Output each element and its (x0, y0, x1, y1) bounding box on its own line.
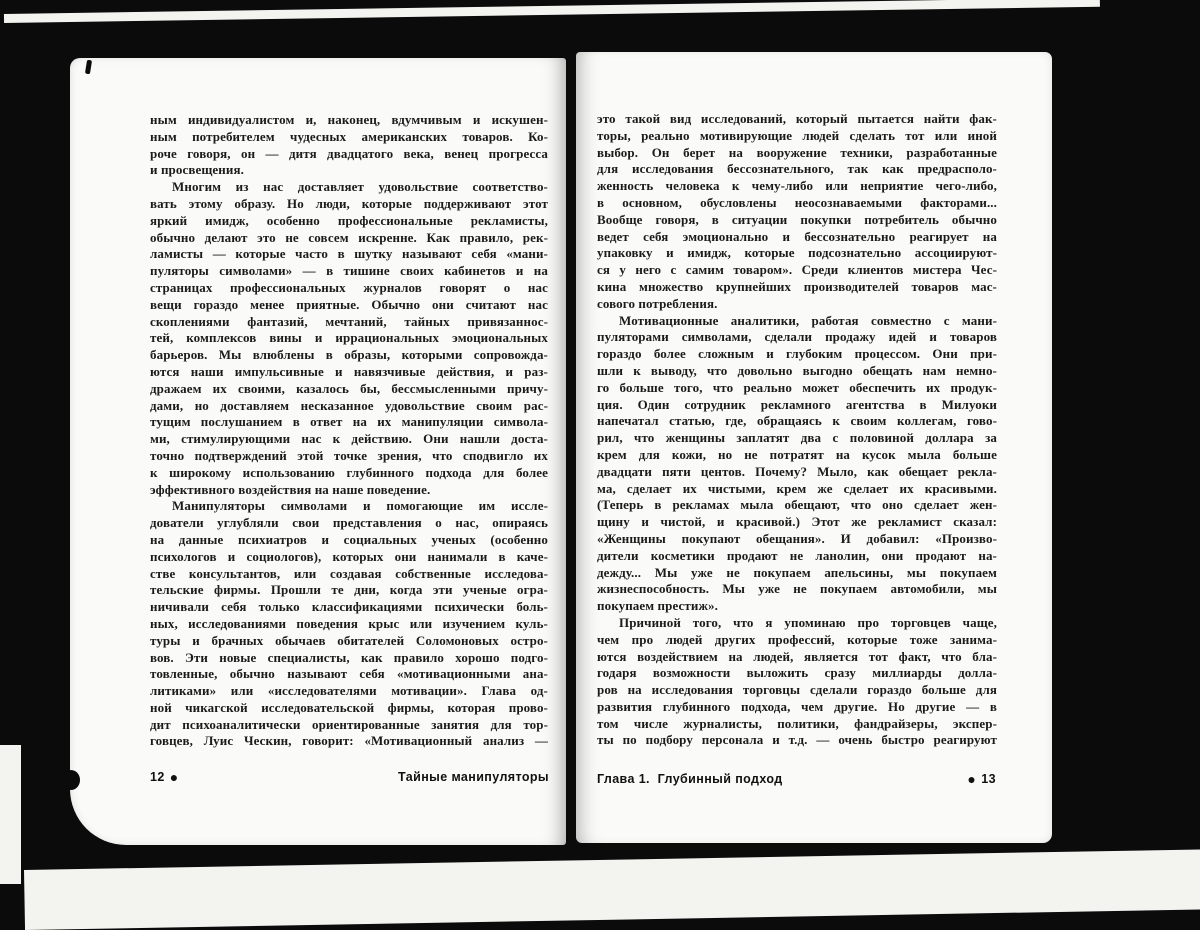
text-line: женность человека к чему-либо или неприятие чего-либо, (597, 178, 997, 194)
text-line: скоплениями фантазий, мечтаний, тайных привязаннос- (150, 313, 548, 329)
text-line: и просвещения. (150, 162, 244, 178)
text-line: Многим из нас доставляет удовольствие соответство- (172, 179, 548, 195)
text-line: упаковку и имидж, которые подсознательно ассоциируют- (597, 245, 997, 261)
scan-artifact (62, 770, 80, 790)
text-line: тельские фирмы. Прошли те дни, когда эти ученые огра- (150, 582, 548, 598)
text-line: ламисты — которые часто в шутку называют себя «мани- (150, 246, 548, 262)
text-line: сового потребления. (597, 295, 718, 311)
scan-edge-bottom (24, 848, 1200, 930)
text-line: двадцати пяти центов. Почему? Мыло, как обещает рекла- (597, 463, 997, 479)
right-page-footer (597, 772, 996, 786)
text-line: Вообще говоря, в ситуации покупки потребитель обычно (597, 211, 997, 227)
text-line: роче говоря, он — дитя двадцатого века, венец прогресса (150, 145, 548, 161)
text-line: литиками» или «исследователями мотивации». Глава од- (150, 683, 548, 699)
text-line: обычно делают это не совсем искренне. Как правило, рек- (150, 229, 548, 245)
right-page-text (597, 111, 997, 749)
text-line: щину и чистой, и красивой.) Этот же рекламист сказал: (597, 514, 997, 530)
text-line: ным потребителем чудесных американских товаров. Ко- (150, 128, 548, 144)
left-page-text (150, 112, 548, 750)
text-line: дражаем их своими, казалось бы, бессмысленными причу- (150, 380, 548, 396)
text-line: ных, исследованиями поведения крыс или изучением куль- (150, 615, 548, 631)
footer-dot-icon: ● (169, 769, 179, 785)
text-line: тей, комплексов вины и иррациональных эмоциональных (150, 330, 548, 346)
scan-edge-top (4, 0, 1100, 23)
text-line: барьеров. Мы влюблены в образы, которыми сопровожда- (150, 347, 548, 363)
right-page-number (967, 772, 996, 786)
text-line: для исследования бессознательного, так как предрасполо- (597, 161, 997, 177)
text-line: выбор. Он берет на вооружение техники, разработанные (597, 144, 997, 160)
text-line: ются наши импульсивные и навязчивые действия, и раз- (150, 363, 548, 379)
text-line: эффективного воздействия на наше поведение. (150, 481, 431, 497)
text-line: шли к выводу, что довольно выгодно обещать нам немно- (597, 362, 997, 378)
text-line: ров на исследования торговцы сделали гораздо больше для (597, 682, 997, 698)
text-line: ция. Один сотрудник рекламного агентства в Милуоки (597, 396, 997, 412)
left-page (70, 58, 566, 845)
text-line: том числе журналисты, политики, фандрайзеры, экспер- (597, 715, 997, 731)
page-number-value: 13 (981, 772, 996, 786)
text-line: развития глубинного подхода, чем другие. Но другие — в (597, 698, 997, 714)
text-line: говцев, Луис Ческин, говорит: «Мотивационный анализ — (150, 733, 548, 749)
text-line: дами, но доставляем несказанное удовольствие своим рас- (150, 397, 548, 413)
text-line: на данные психиатров и социальных ученых (особенно (150, 531, 548, 547)
text-line: ся у него с самим товаром». Среди клиентов мистера Чес- (597, 262, 997, 278)
text-line: туры и брачных обычаев обитателей Соломоновых остро- (150, 632, 548, 648)
text-line: психологов и социологов), которых они нанимали в каче- (150, 548, 548, 564)
text-line: в основном, обусловлены неосознаваемыми факторами... (597, 194, 997, 210)
text-line: вещи гораздо менее приятные. Обычно они считают нас (150, 296, 548, 312)
left-page-number (150, 770, 179, 784)
text-line: товленные, обычно называют себя «мотивационными ана- (150, 666, 548, 682)
text-line: дители косметики продают не ланолин, они продают на- (597, 547, 997, 563)
page-number-value: 12 (150, 770, 165, 784)
text-line: ма, сделает их чистыми, крем же сделает их красивыми. (597, 480, 997, 496)
text-line: ведет себя эмоционально и бессознательно реагирует на (597, 228, 997, 244)
text-line: тущим послушанием в ответ на их манипуляции символа- (150, 414, 548, 430)
text-line: жизнеспособность. Мы уже не покупаем автомобили, мы (597, 581, 997, 597)
text-line: рил, что женщины заплатят два с половиной доллара за (597, 430, 997, 446)
text-line: торы, реально мотивирующие людей сделать тот или иной (597, 127, 997, 143)
left-page-footer (150, 770, 549, 784)
text-line: ми, стимулирующими нас к действию. Они нашли доста- (150, 431, 548, 447)
text-line: ются воздействием на людей, является тот факт, что бла- (597, 648, 997, 664)
text-line: яркий имидж, особенно профессиональные рекламисты, (150, 212, 548, 228)
text-line: пуляторами символами, сделали продажу идей и товаров (597, 329, 997, 345)
text-line: Причиной того, что я упоминаю про торговцев чаще, (619, 614, 997, 630)
text-line: стве консультантов, или создавая собственные исследова- (150, 565, 548, 581)
text-line: ной чикагской исследовательской фирмы, которая прово- (150, 699, 548, 715)
text-line: страницах профессиональных журналов говорят о нас (150, 279, 548, 295)
text-line: чем про людей других профессий, которые тоже занима- (597, 631, 997, 647)
text-line: Манипуляторы символами и помогающие им иссле- (172, 498, 548, 514)
text-line: гораздо более сложным и глубоким процессом. Они при- (597, 346, 997, 362)
right-running-title: Глава 1. Глубинный подход (597, 772, 783, 786)
text-line: покупаем престиж». (597, 598, 718, 614)
text-line: напечатал статью, где, обращаясь к своим коллегам, гово- (597, 413, 997, 429)
text-line: крем для кожи, но не потратят на кусок мыла больше (597, 446, 997, 462)
text-line: Мотивационные аналитики, работая совместно с мани- (619, 312, 997, 328)
text-line: к широкому использованию глубинного подхода для более (150, 464, 548, 480)
text-line: дователи углубляли свои представления о нас, опираясь (150, 515, 548, 531)
text-line: вать этому образу. Но люди, которые поддерживают этот (150, 195, 548, 211)
text-line: ничивали себя только классификациями психически боль- (150, 599, 548, 615)
text-line: это такой вид исследований, который пытается найти фак- (597, 111, 997, 126)
text-line: «Женщины покупают обещания». И добавил: «Произво- (597, 530, 997, 546)
text-line: вов. Эти новые специалисты, как правило хорошо подго- (150, 649, 548, 665)
text-line: точно подтверждений этой точке зрения, что сподвигло их (150, 447, 548, 463)
text-line: ным индивидуалистом и, наконец, вдумчивым и искушен- (150, 112, 548, 127)
left-running-title: Тайные манипуляторы (398, 770, 549, 784)
text-line: годаря возможности выложить сразу миллиарды долла- (597, 665, 997, 681)
text-line: кина множество крупнейших производителей товаров мас- (597, 278, 997, 294)
text-line: ты по подбору персонала и т.д. — очень быстро реагируют (597, 732, 997, 748)
right-page (576, 52, 1052, 843)
text-line: (Теперь в рекламах мыла обещают, что оно сделает жен- (597, 497, 997, 513)
scan-edge-left (0, 745, 21, 884)
text-line: пуляторы символами» — в тишине своих кабинетов и на (150, 263, 548, 279)
text-line: го больше того, что реально может обеспечить их продук- (597, 379, 997, 395)
footer-dot-icon: ● (967, 771, 977, 787)
text-line: дежду... Мы уже не покупаем апельсины, мы покупаем (597, 564, 997, 580)
text-line: дит психоаналитически ориентированные занятия для тор- (150, 716, 548, 732)
